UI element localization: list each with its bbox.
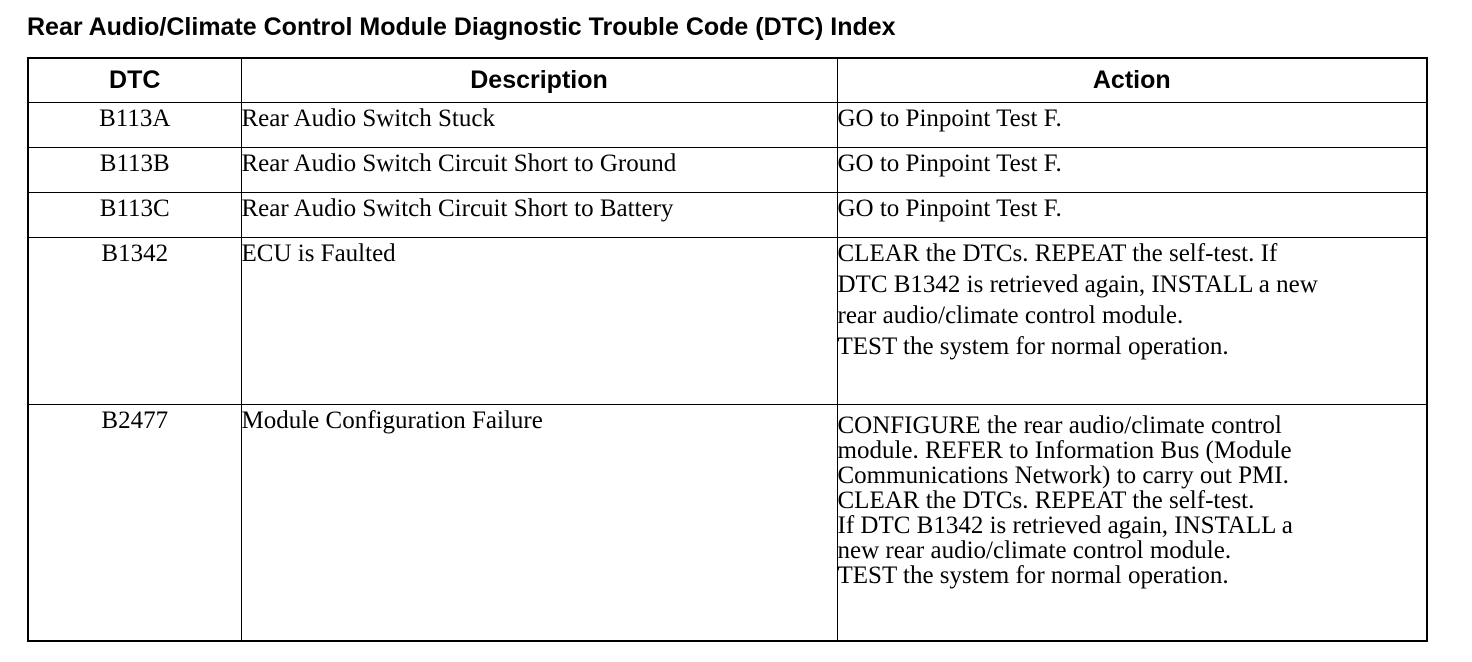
action-line: GO to Pinpoint Test F.: [837, 105, 1062, 132]
action-line: DTC B1342 is retrieved again, INSTALL a new: [837, 271, 1318, 298]
action-line: module. REFER to Information Bus (Module: [837, 437, 1292, 464]
dtc-code: B1342: [28, 238, 241, 405]
dtc-description: Rear Audio Switch Circuit Short to Battery: [241, 193, 837, 238]
dtc-description: Rear Audio Switch Stuck: [241, 103, 837, 148]
action-line: Communications Network) to carry out PMI.: [837, 462, 1289, 489]
column-header-action: Action: [837, 58, 1427, 103]
dtc-code: B2477: [28, 405, 241, 642]
table-row: [28, 405, 1427, 642]
action-line: CLEAR the DTCs. REPEAT the self-test. If: [837, 240, 1278, 267]
dtc-description: Module Configuration Failure: [241, 405, 837, 642]
table-row: [28, 148, 1427, 193]
dtc-code: B113C: [28, 193, 241, 238]
action-line: CLEAR the DTCs. REPEAT the self-test.: [837, 487, 1255, 514]
action-line: GO to Pinpoint Test F.: [837, 150, 1062, 177]
dtc-action: [837, 405, 1427, 642]
table-row: [28, 238, 1427, 405]
dtc-action: [837, 103, 1427, 148]
column-header-description: Description: [241, 58, 837, 103]
action-line: TEST the system for normal operation.: [837, 333, 1229, 360]
dtc-action: [837, 193, 1427, 238]
dtc-action: [837, 238, 1427, 405]
table-header-row: [28, 58, 1427, 103]
dtc-description: Rear Audio Switch Circuit Short to Ground: [241, 148, 837, 193]
dtc-index-table: [27, 57, 1428, 642]
action-line: rear audio/climate control module.: [837, 302, 1184, 329]
action-line: CONFIGURE the rear audio/climate control: [837, 412, 1282, 439]
dtc-description: ECU is Faulted: [241, 238, 837, 405]
table-row: [28, 103, 1427, 148]
dtc-action: [837, 148, 1427, 193]
dtc-code: B113B: [28, 148, 241, 193]
action-line: GO to Pinpoint Test F.: [837, 195, 1062, 222]
page-title: Rear Audio/Climate Control Module Diagnostic Trouble Code (DTC) Index: [27, 13, 896, 41]
action-line: If DTC B1342 is retrieved again, INSTALL a: [837, 512, 1293, 539]
action-line: TEST the system for normal operation.: [837, 562, 1229, 589]
table-row: [28, 193, 1427, 238]
action-line: new rear audio/climate control module.: [837, 537, 1232, 564]
column-header-dtc: DTC: [28, 58, 241, 103]
dtc-code: B113A: [28, 103, 241, 148]
